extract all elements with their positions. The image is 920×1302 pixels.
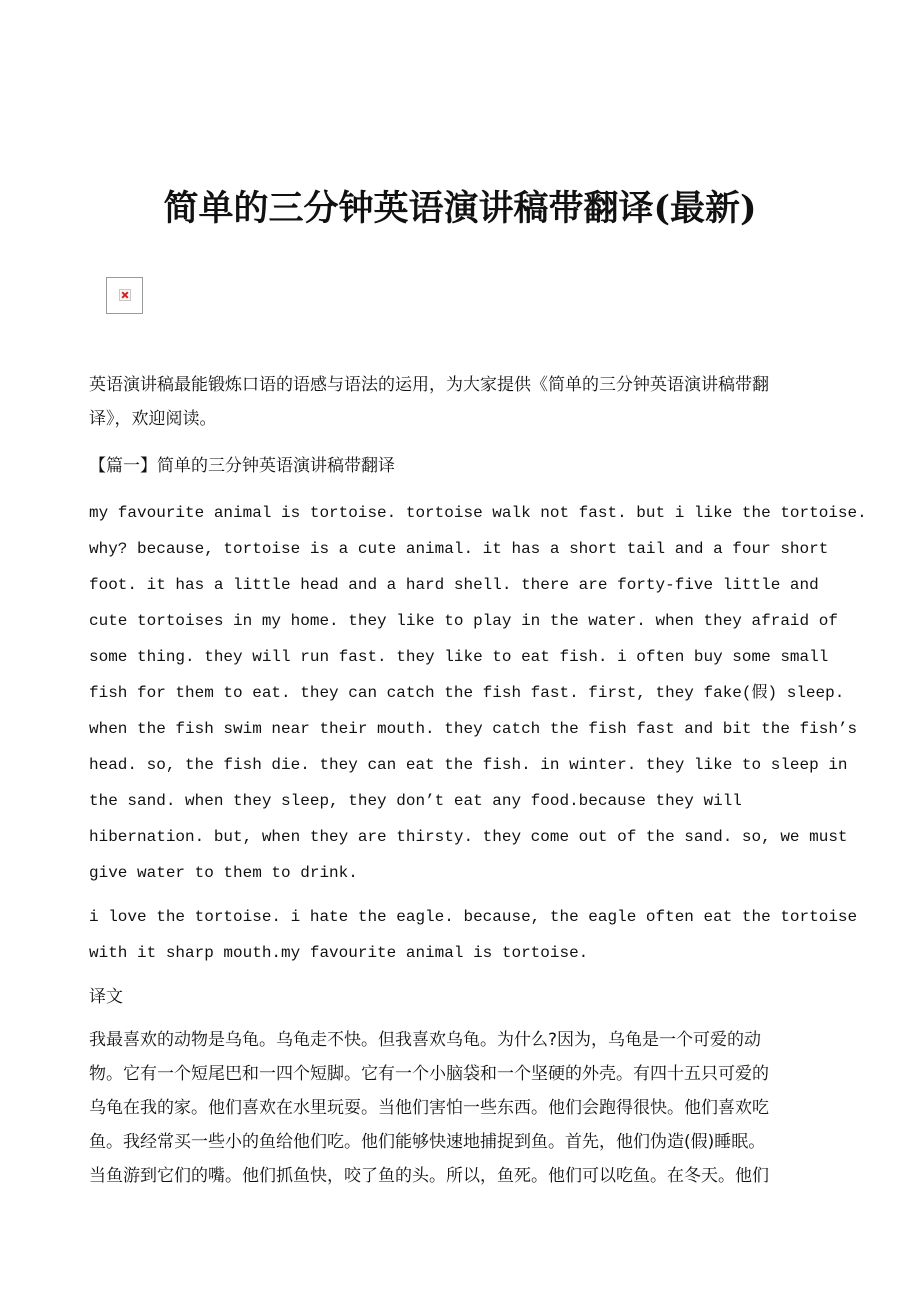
text-line: hibernation. but, when they are thirsty. they come out of the sand. so, we must: [89, 828, 848, 846]
translation-paragraph: [89, 1023, 834, 1193]
translation-line: 物。它有一个短尾巴和一四个短脚。它有一个小脑袋和一个坚硬的外壳。有四十五只可爱的: [89, 1064, 769, 1084]
translation-line: 我最喜欢的动物是乌龟。乌龟走不快。但我喜欢乌龟。为什么?因为，乌龟是一个可爱的动: [89, 1030, 762, 1050]
broken-image-icon: [119, 289, 131, 301]
text-line: with it sharp mouth.my favourite animal is tortoise.: [89, 944, 589, 962]
translation-line: 乌龟在我的家。他们喜欢在水里玩耍。当他们害怕一些东西。他们会跑得很快。他们喜欢吃: [89, 1098, 769, 1118]
text-line: i love the tortoise. i hate the eagle. because, the eagle often eat the tortoise: [89, 908, 858, 926]
intro-paragraph: [89, 368, 834, 436]
intro-line: 译》，欢迎阅读。: [89, 409, 217, 429]
text-line: foot. it has a little head and a hard shell. there are forty-five little and: [89, 576, 819, 594]
text-line: the sand. when they sleep, they don’t eat any food.because they will: [89, 792, 742, 810]
text-line: why? because, tortoise is a cute animal. it has a short tail and a four short: [89, 540, 829, 558]
translation-label: 译文: [89, 987, 123, 1007]
text-line: head. so, the fish die. they can eat the fish. in winter. they like to sleep in: [89, 756, 848, 774]
page-title: 简单的三分钟英语演讲稿带翻译(最新): [163, 188, 757, 229]
text-line: cute tortoises in my home. they like to play in the water. when they afraid of: [89, 612, 838, 630]
text-line: my favourite animal is tortoise. tortoise walk not fast. but i like the tortoise.: [89, 504, 867, 522]
translation-line: 当鱼游到它们的嘴。他们抓鱼快，咬了鱼的头。所以，鱼死。他们可以吃鱼。在冬天。他们: [89, 1166, 769, 1186]
translation-line: 鱼。我经常买一些小的鱼给他们吃。他们能够快速地捕捉到鱼。首先，他们伪造(假)睡眠。: [89, 1132, 766, 1152]
text-line: when the fish swim near their mouth. they catch the fish fast and bit the fish’s: [89, 720, 858, 738]
english-paragraph-1: [89, 495, 867, 891]
text-line: fish for them to eat. they can catch the fish fast. first, they fake(假) sleep.: [89, 684, 845, 702]
english-paragraph-2: [89, 899, 858, 971]
section-heading: 【篇一】简单的三分钟英语演讲稿带翻译: [89, 456, 395, 476]
broken-image-placeholder: [106, 277, 143, 314]
intro-line: 英语演讲稿最能锻炼口语的语感与语法的运用，为大家提供《简单的三分钟英语演讲稿带翻: [89, 375, 769, 395]
text-line: give water to them to drink.: [89, 864, 358, 882]
text-line: some thing. they will run fast. they like to eat fish. i often buy some small: [89, 648, 829, 666]
